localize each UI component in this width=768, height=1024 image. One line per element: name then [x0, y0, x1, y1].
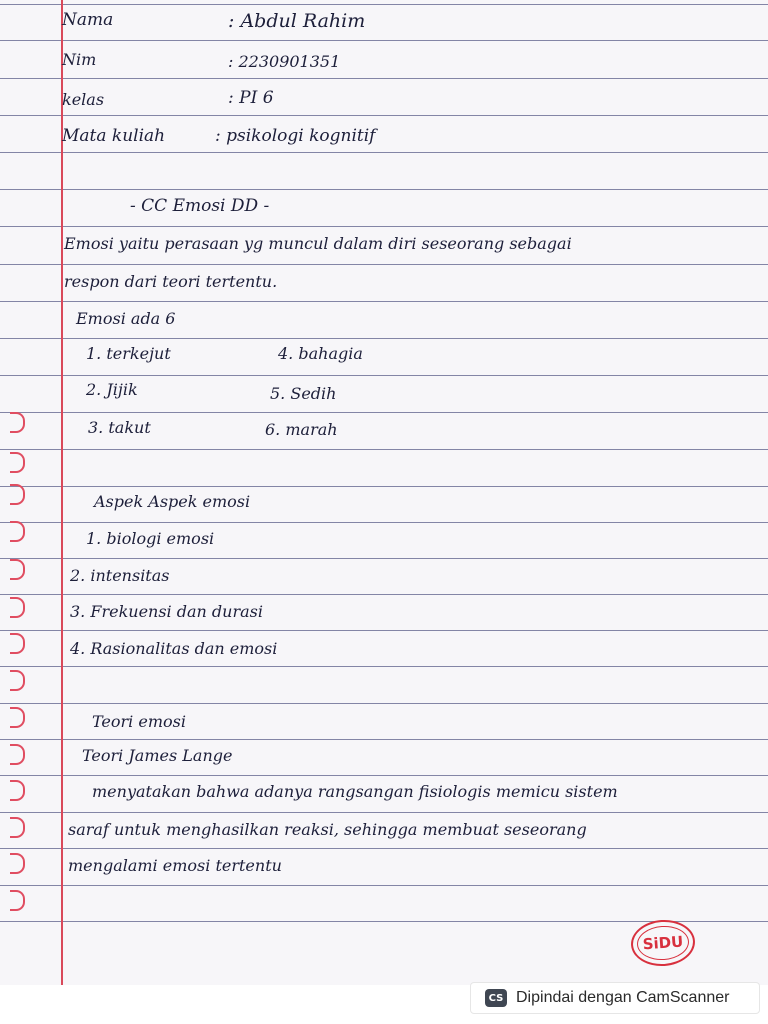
kelas-value: : PI 6: [228, 88, 274, 108]
ruled-line: [0, 775, 768, 776]
matakuliah-value: : psikologi kognitif: [215, 126, 376, 146]
binding-ring: [10, 559, 25, 580]
camscanner-footer-text: Dipindai dengan CamScanner: [516, 989, 730, 1006]
ruled-line: [0, 152, 768, 153]
binding-ring: [10, 521, 25, 542]
definition-line: respon dari teori tertentu.: [64, 272, 278, 291]
emosi-heading: Emosi ada 6: [76, 309, 176, 328]
teori-subheading: Teori James Lange: [82, 746, 233, 765]
emosi-item: 3. takut: [88, 418, 151, 437]
emosi-item: 2. Jijik: [86, 380, 138, 399]
ruled-line: [0, 630, 768, 631]
binding-ring: [10, 412, 25, 433]
emosi-item: 4. bahagia: [278, 344, 363, 363]
sidu-stamp-logo: [629, 918, 696, 968]
matakuliah-label: Mata kuliah: [62, 126, 166, 146]
aspek-item: 2. intensitas: [70, 566, 170, 585]
ruled-line: [0, 412, 768, 413]
ruled-line: [0, 703, 768, 704]
ruled-line: [0, 189, 768, 190]
ruled-line: [0, 666, 768, 667]
ruled-line: [0, 115, 768, 116]
ruled-line: [0, 78, 768, 79]
margin-line: [61, 0, 63, 985]
binding-ring: [10, 817, 25, 838]
page-title: - CC Emosi DD -: [130, 196, 270, 216]
emosi-item: 5. Sedih: [270, 384, 337, 403]
aspek-item: 1. biologi emosi: [86, 529, 215, 548]
stamp-text: SiDU: [642, 932, 684, 954]
stamp-ring: [636, 924, 690, 962]
binding-ring: [10, 890, 25, 911]
ruled-line: [0, 338, 768, 339]
ruled-line: [0, 812, 768, 813]
ruled-line: [0, 594, 768, 595]
teori-line: mengalami emosi tertentu: [68, 856, 282, 875]
teori-heading: Teori emosi: [92, 712, 186, 731]
ruled-line: [0, 264, 768, 265]
ruled-line: [0, 449, 768, 450]
teori-line: saraf untuk menghasilkan reaksi, sehingga membuat seseorang: [68, 820, 587, 839]
nama-label: Nama: [62, 10, 114, 30]
nim-value: : 2230901351: [228, 52, 341, 71]
ruled-line: [0, 558, 768, 559]
nim-label: Nim: [62, 50, 97, 69]
binding-ring: [10, 452, 25, 473]
kelas-label: kelas: [62, 90, 105, 109]
binding-ring: [10, 744, 25, 765]
definition-line: Emosi yaitu perasaan yg muncul dalam diri seseorang sebagai: [64, 234, 572, 253]
ruled-line: [0, 40, 768, 41]
teori-line: menyatakan bahwa adanya rangsangan fisiologis memicu sistem: [92, 782, 618, 801]
ruled-line: [0, 522, 768, 523]
binding-ring: [10, 597, 25, 618]
nama-value: : Abdul Rahim: [228, 10, 366, 32]
aspek-heading: Aspek Aspek emosi: [94, 492, 251, 511]
ruled-line: [0, 848, 768, 849]
emosi-item: 1. terkejut: [86, 344, 171, 363]
ruled-line: [0, 486, 768, 487]
binding-ring: [10, 780, 25, 801]
binding-ring: [10, 484, 25, 505]
ruled-line: [0, 739, 768, 740]
binding-ring: [10, 670, 25, 691]
ruled-line: [0, 226, 768, 227]
camscanner-footer: [470, 982, 760, 1014]
camscanner-logo-icon: CS: [485, 989, 507, 1007]
aspek-item: 3. Frekuensi dan durasi: [70, 602, 263, 621]
binding-ring: [10, 633, 25, 654]
ruled-line: [0, 4, 768, 5]
aspek-item: 4. Rasionalitas dan emosi: [70, 639, 278, 658]
ruled-line: [0, 375, 768, 376]
binding-ring: [10, 853, 25, 874]
ruled-line: [0, 301, 768, 302]
ruled-line: [0, 885, 768, 886]
binding-ring: [10, 707, 25, 728]
emosi-item: 6. marah: [265, 420, 338, 439]
